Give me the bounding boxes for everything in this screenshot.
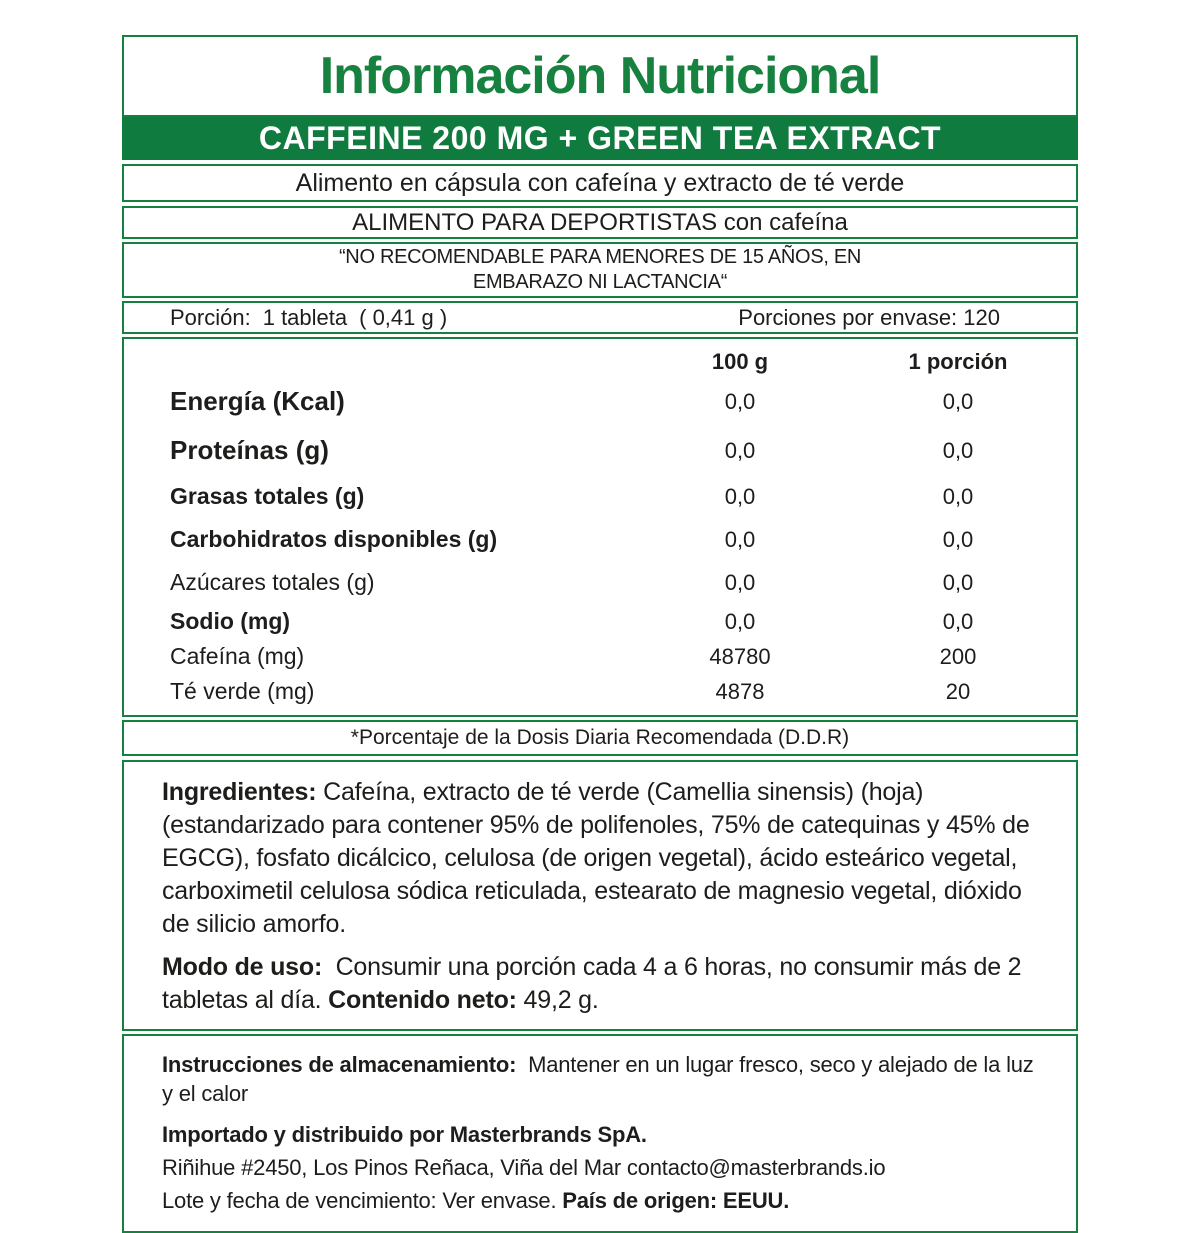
- table-header-row: [124, 343, 1076, 377]
- ddr-footnote-text: *Porcentaje de la Dosis Diaria Recomendada (D.D.R): [350, 726, 850, 749]
- title-section: [122, 35, 1078, 117]
- portion-label: Porción:: [170, 304, 251, 330]
- row-value-100g: 0,0: [724, 437, 756, 463]
- lot-text: Lote y fecha de vencimiento: Ver envase.: [162, 1188, 563, 1213]
- row-value-100g: 0,0: [724, 608, 756, 634]
- row-value-porcion: 0,0: [942, 483, 974, 509]
- importer-line: Importado y distribuido por Masterbrands SpA.: [162, 1122, 647, 1147]
- portion-info: [170, 305, 447, 331]
- subtitle-capsule: [122, 164, 1078, 202]
- row-value-porcion: 0,0: [942, 608, 974, 634]
- table-row: [124, 518, 1076, 561]
- usage-text: Consumir una porción cada 4 a 6 horas, no consumir más de 2 tabletas al día.: [162, 953, 1022, 1014]
- row-label-te-verde: Té verde (mg): [170, 678, 315, 704]
- row-label-azucares: Azúcares totales (g): [170, 569, 375, 595]
- col-header-porcion: 1 porción: [908, 349, 1008, 374]
- table-row: [124, 604, 1076, 639]
- row-value-porcion: 0,0: [942, 569, 974, 595]
- age-warning-line1: “NO RECOMENDABLE PARA MENORES DE 15 AÑOS, EN: [338, 246, 862, 268]
- table-row: [124, 639, 1076, 674]
- table-row: [124, 426, 1076, 475]
- row-label-grasas: Grasas totales (g): [170, 483, 365, 509]
- row-label-carbohidratos: Carbohidratos disponibles (g): [170, 526, 498, 552]
- origin-label-text: País de origen:: [562, 1188, 717, 1213]
- row-value-100g: 0,0: [724, 569, 756, 595]
- table-row: [124, 377, 1076, 426]
- row-value-100g: 0,0: [724, 526, 756, 552]
- col-header-100g: 100 g: [711, 349, 769, 374]
- ingredients-text: Cafeína, extracto de té verde (Camellia sinensis) (hoja) (estandarizado para contener 95% de polifenoles, 75% de catequinas y 45% de EGCG), fosfato dicálcico, celulosa (de origen vegetal), ácido esteárico vegetal, carboximetil celulosa sódica reticulada, estearato de magnesio vegetal, dióxido de silicio amorfo.: [162, 778, 1030, 938]
- nutrition-label: [122, 35, 1078, 1233]
- ingredients-label: Ingredientes:: [162, 778, 317, 806]
- ddr-footnote: [122, 720, 1078, 756]
- net-content-value: 49,2 g.: [516, 986, 599, 1014]
- serving-row: [122, 301, 1078, 334]
- table-row: [124, 475, 1076, 518]
- row-value-100g: 0,0: [724, 388, 756, 414]
- table-row: [124, 561, 1076, 604]
- row-value-porcion: 0,0: [942, 526, 974, 552]
- portion-weight: ( 0,41 g ): [359, 304, 448, 330]
- origin-label: [562, 1188, 789, 1213]
- row-label-cafeina: Cafeína (mg): [170, 643, 305, 669]
- row-value-porcion: 0,0: [942, 388, 974, 414]
- subtitle-sports-text: ALIMENTO PARA DEPORTISTAS con cafeína: [352, 208, 848, 236]
- age-warning: [122, 242, 1078, 298]
- address-line: Riñihue #2450, Los Pinos Reñaca, Viña del Mar contacto@masterbrands.io: [162, 1155, 886, 1180]
- product-banner-text: CAFFEINE 200 MG + GREEN TEA EXTRACT: [258, 120, 942, 156]
- ingredients-paragraph: [162, 776, 1038, 941]
- storage-label: Instrucciones de almacenamiento:: [162, 1052, 517, 1077]
- subtitle-sports: [122, 206, 1078, 239]
- usage-label: Modo de uso:: [162, 953, 323, 981]
- storage-distributor-section: [122, 1034, 1078, 1233]
- row-label-sodio: Sodio (mg): [170, 608, 291, 634]
- lot-origin-line: [162, 1186, 1038, 1215]
- subtitle-capsule-text: Alimento en cápsula con cafeína y extracto de té verde: [295, 168, 905, 197]
- row-value-porcion: 200: [939, 643, 977, 669]
- servings-per-container: Porciones por envase: 120: [738, 304, 1000, 330]
- storage-paragraph: [162, 1050, 1038, 1108]
- origin-value: EEUU.: [717, 1188, 790, 1213]
- usage-paragraph: [162, 951, 1038, 1017]
- storage-text: Mantener en un lugar fresco, seco y alejado de la luz y el calor: [162, 1052, 1034, 1106]
- portion-qty: 1 tableta: [262, 304, 348, 330]
- row-label-energia: Energía (Kcal): [170, 386, 345, 416]
- nutrition-table: [122, 337, 1078, 717]
- row-value-porcion: 0,0: [942, 437, 974, 463]
- product-banner: [122, 117, 1078, 160]
- row-value-100g: 0,0: [724, 483, 756, 509]
- row-label-proteinas: Proteínas (g): [170, 435, 329, 465]
- table-row: [124, 674, 1076, 709]
- net-content-label: Contenido neto:: [328, 986, 517, 1014]
- ingredients-section: [122, 760, 1078, 1031]
- row-value-100g: 4878: [715, 678, 765, 704]
- age-warning-line2: EMBARAZO NI LACTANCIA“: [472, 271, 728, 293]
- row-value-porcion: 20: [945, 678, 971, 704]
- row-value-100g: 48780: [709, 643, 771, 669]
- page-title: Información Nutricional: [319, 47, 881, 105]
